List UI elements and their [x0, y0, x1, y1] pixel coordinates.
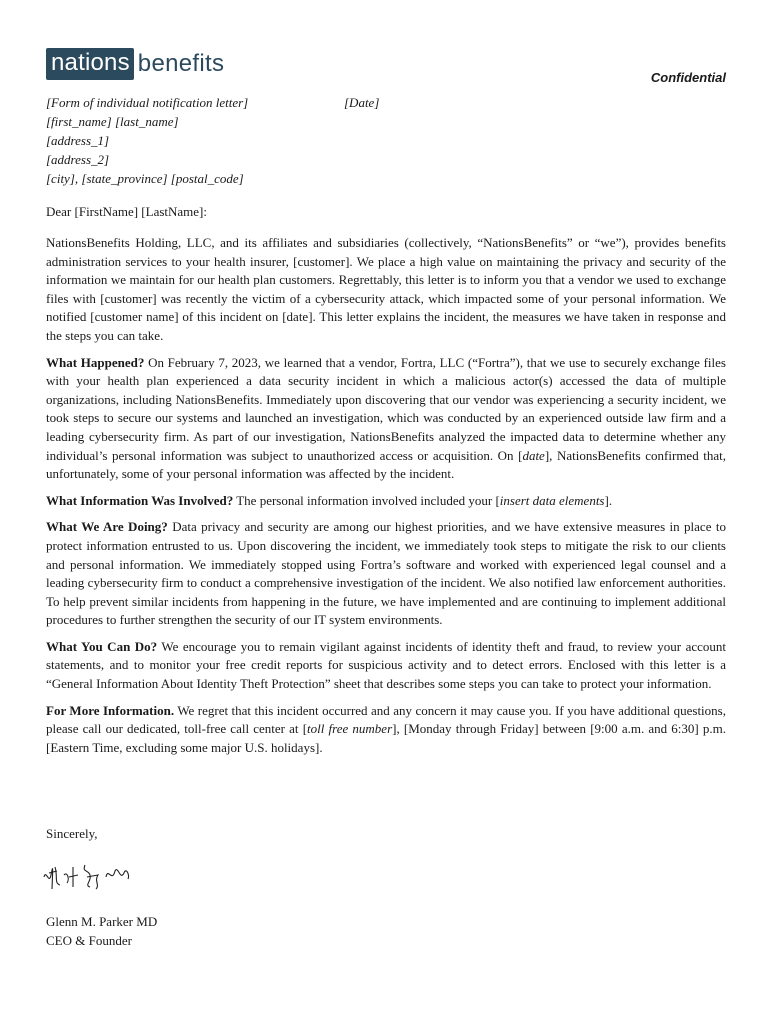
what-information-paragraph: What Information Was Involved? The personal information involved included your [insert data elements].: [46, 492, 613, 508]
city-state-postal: [city], [state_province] [postal_code]: [46, 171, 244, 186]
logo-word-text: benefits: [137, 50, 225, 77]
what-we-are-doing-heading: What We Are Doing?: [46, 519, 168, 535]
letter-date: [Date]: [344, 95, 380, 110]
form-label: [Form of individual notification letter]: [46, 95, 249, 110]
closing-sincerely: Sincerely,: [46, 826, 98, 841]
signer-title: CEO & Founder: [46, 933, 132, 948]
letter-body: [46, 234, 726, 765]
more-information-heading: For More Information.: [46, 702, 175, 718]
signer-name: Glenn M. Parker MD: [46, 914, 158, 929]
recipient-name: [first_name] [last_name]: [46, 114, 179, 129]
salutation: Dear [FirstName] [LastName]:: [46, 204, 207, 219]
what-information-heading: What Information Was Involved?: [46, 492, 234, 508]
intro-paragraph: NationsBenefits Holding, LLC, and its affiliates and subsidiaries (collectively, “NationsBenefits” or “we”), provides benefits administration services to your health insurer, [customer]. We place a high value on maintaining the privacy and security of the information we maintain for our health plan customers. Regrettably, this letter is to inform you that a vendor we used to exchange files with [customer] was recently the victim of a cybersecurity attack, which impacted some of your personal information. We notified [customer name] of this incident on [date]. This letter explains the incident, the measures we have taken in response and the steps you can take.: [46, 235, 726, 343]
what-happened-heading: What Happened?: [46, 354, 145, 370]
confidential-label: Confidential: [650, 70, 726, 85]
address-block: [46, 93, 248, 188]
what-you-can-do-heading: What You Can Do?: [46, 638, 158, 654]
what-we-are-doing-paragraph: What We Are Doing? Data privacy and security are among our highest priorities, and we have extensive measures in place to protect information entrusted to us. Upon discovering the incident, we immediately took steps to mitigate the risk to our clients and personal information. We immediately stopped using Fortra’s software and worked with experienced legal counsel and a leading cybersecurity firm to conduct a comprehensive investigation of the incident. We also notified law enforcement authorities. To help prevent similar incidents from happening in the future, we have implemented and are continuing to implement additional procedures to further strengthen the security of our IT system environments.: [46, 519, 726, 628]
what-you-can-do-paragraph: What You Can Do? We encourage you to remain vigilant against incidents of identity theft and fraud, to review your account statements, and to monitor your free credit reports for suspicious activity and to detect errors. Enclosed with this letter is a “General Information About Identity Theft Protection” sheet that describes some steps you can take to protect your information.: [46, 638, 727, 692]
address-line-1: [address_1]: [46, 133, 110, 148]
logo-box-text: nations: [46, 48, 134, 80]
more-information-paragraph: For More Information. We regret that this incident occurred and any concern it may cause you. If you have additional questions, please call our dedicated, toll-free call center at [toll free number], [Monday through Friday] between [9:00 a.m. and 6:30] p.m. [Eastern Time, excluding some major U.S. holidays].: [46, 702, 727, 755]
address-line-2: [address_2]: [46, 152, 110, 167]
signer-block: [46, 912, 157, 950]
handwritten-signature: [40, 855, 140, 895]
nationsbenefits-logo: [46, 48, 224, 80]
what-happened-paragraph: What Happened? On February 7, 2023, we learned that a vendor, Fortra, LLC (“Fortra”), that we use to securely exchange files with your health plan experienced a data security incident in which a malicious actor(s) accessed the data of multiple organizations, including NationsBenefits. Immediately upon discovering that our vendor was experiencing a security incident, we took steps to secure our systems and launched an investigation, which was conducted by an experienced outside law firm and a leading cybersecurity firm. As part of our investigation, NationsBenefits analyzed the impacted data to determine whether any individual’s personal information was subject to unauthorized access or acquisition. On [date], NationsBenefits confirmed that, unfortunately, some of your personal information was affected by the incident.: [46, 354, 726, 482]
